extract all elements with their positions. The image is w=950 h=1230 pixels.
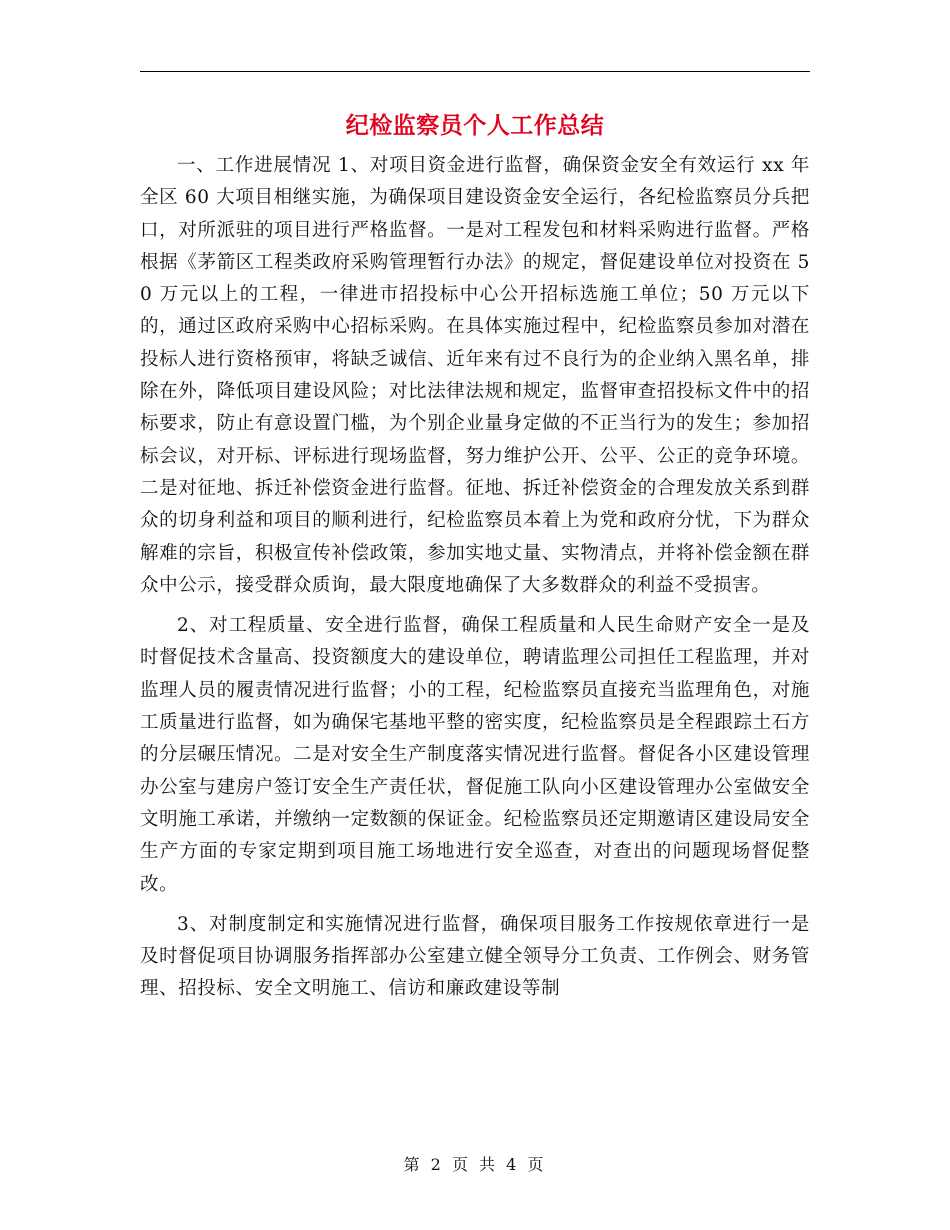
header-rule bbox=[140, 71, 810, 72]
document-title: 纪检监察员个人工作总结 bbox=[345, 113, 605, 139]
paragraph-1: 一、工作进展情况 1、对项目资金进行监督，确保资金安全有效运行 xx 年全区 60 大项目相继实施，为确保项目建设资金安全运行，各纪检监察员分兵把口，对所派驻的项目进行严格监督。一是对工程发包和材料采购进行监督。严格根据《茅箭区工程类政府采购管理暂行办法》的规定，督促建设单位对投资在 50 万元以上的工程，一律进市招投标中心公开招标选施工单位；50 万元以下的，通过区政府采购中心招标采购。在具体实施过程中，纪检监察员参加对潜在投标人进行资格预审，将缺乏诚信、近年来有过不良行为的企业纳入黑名单，排除在外，降低项目建设风险；对比法律法规和规定，监督审查招投标文件中的招标要求，防止有意设置门槛，为个别企业量身定做的不正当行为的发生；参加招标会议，对开标、评标进行现场监督，努力维护公开、公平、公正的竞争环境。二是对征地、拆迁补偿资金进行监督。征地、拆迁补偿资金的合理发放关系到群众的切身利益和项目的顺利进行，纪检监察员本着上为党和政府分忧，下为群众解难的宗旨，积极宣传补偿政策，参加实地丈量、实物清点，并将补偿金额在群众中公示，接受群众质询，最大限度地确保了大多数群众的利益不受损害。 bbox=[140, 155, 810, 596]
document-body bbox=[140, 150, 810, 1110]
page-footer: 第 2 页 共 4 页 bbox=[403, 1155, 547, 1174]
paragraph-3: 3、对制度制定和实施情况进行监督，确保项目服务工作按规依章进行一是及时督促项目协调服务指挥部办公室建立健全领导分工负责、工作例会、财务管理、招投标、安全文明施工、信访和廉政建设等制 bbox=[140, 913, 810, 1000]
paragraph-2: 2、对工程质量、安全进行监督，确保工程质量和人民生命财产安全一是及时督促技术含量高、投资额度大的建设单位，聘请监理公司担任工程监理，并对监理人员的履责情况进行监督；小的工程，纪检监察员直接充当监理角色，对施工质量进行监督，如为确保宅基地平整的密实度，纪检监察员是全程跟踪土石方的分层碾压情况。二是对安全生产制度落实情况进行监督。督促各小区建设管理办公室与建房户签订安全生产责任状，督促施工队向小区建设管理办公室做安全文明施工承诺，并缴纳一定数额的保证金。纪检监察员还定期邀请区建设局安全生产方面的专家定期到项目施工场地进行安全巡查，对查出的问题现场督促整改。 bbox=[140, 615, 810, 895]
